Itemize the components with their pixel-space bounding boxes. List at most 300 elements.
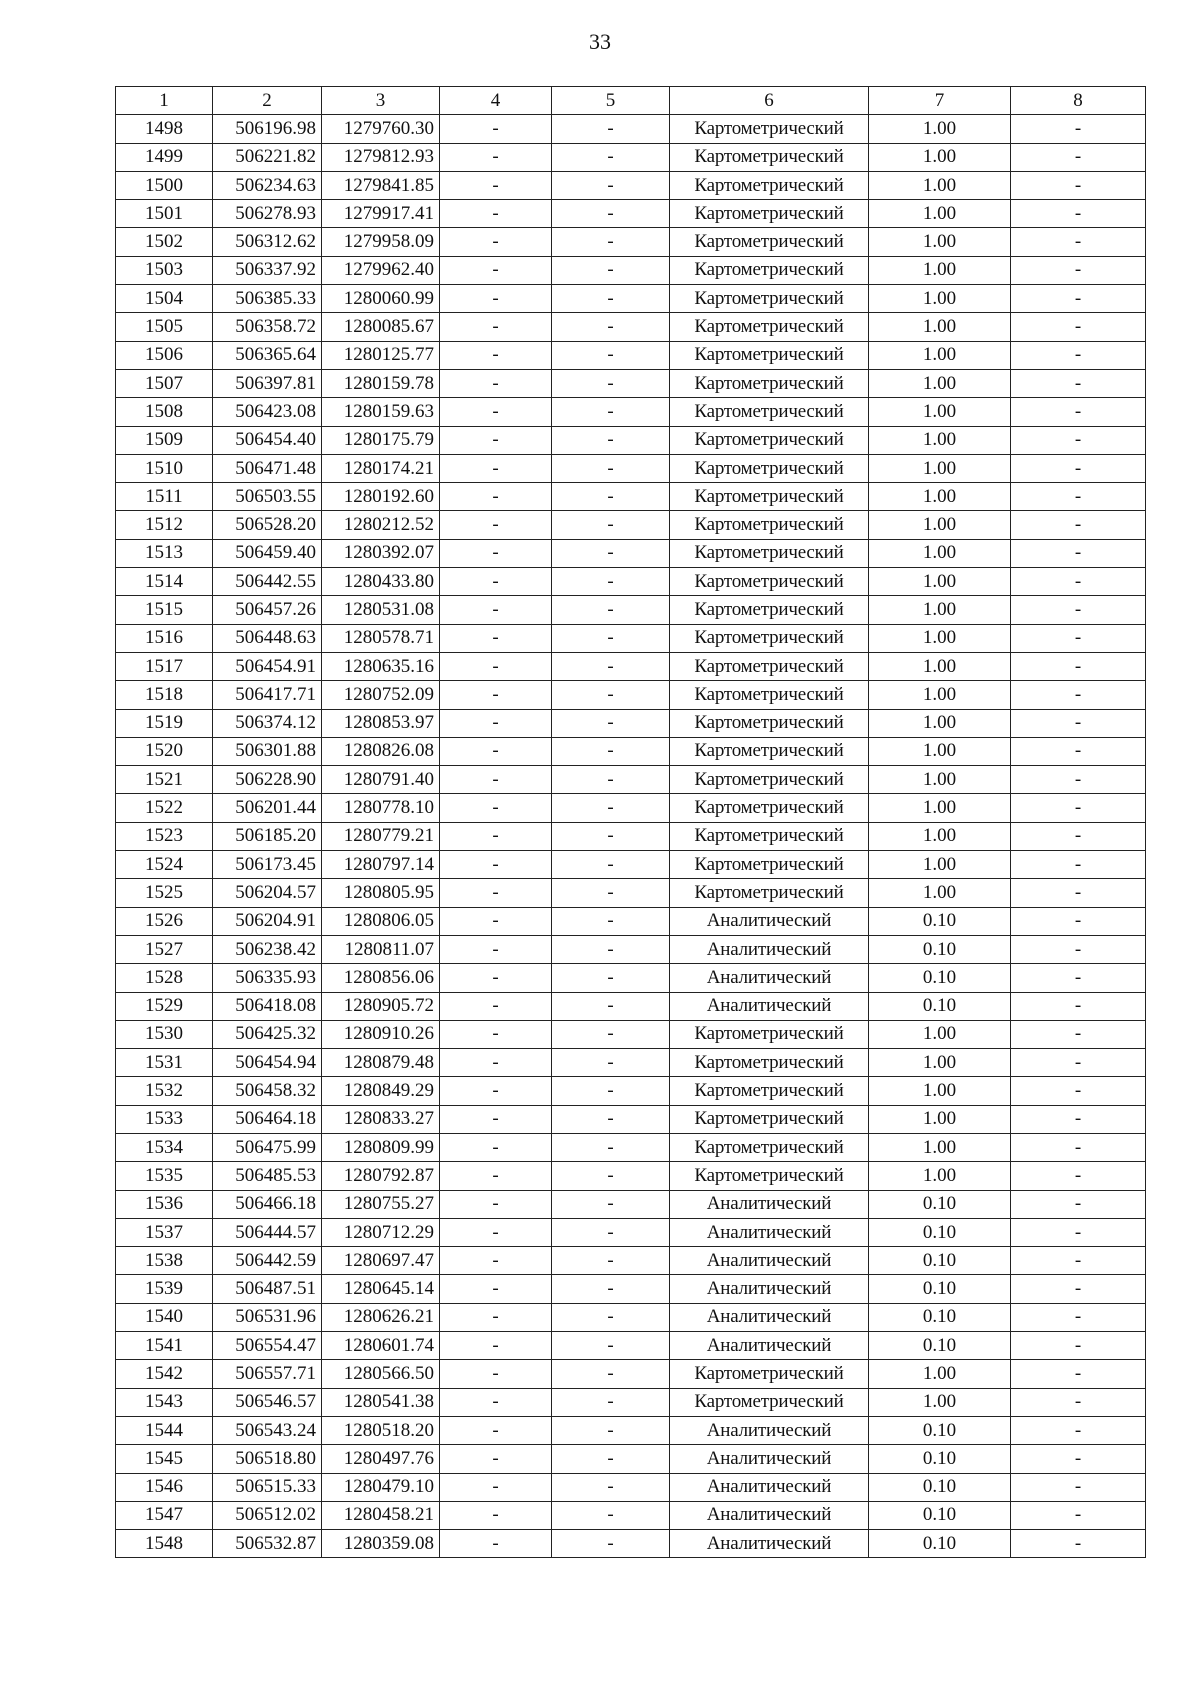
cell-point-number: 1543 bbox=[116, 1388, 213, 1416]
cell-accuracy: 1.00 bbox=[869, 398, 1011, 426]
cell-col-5: - bbox=[552, 1190, 670, 1218]
cell-point-number: 1515 bbox=[116, 596, 213, 624]
cell-point-number: 1513 bbox=[116, 539, 213, 567]
cell-col-4: - bbox=[440, 1332, 552, 1360]
cell-accuracy: 0.10 bbox=[869, 1473, 1011, 1501]
cell-x-coordinate: 506475.99 bbox=[213, 1133, 322, 1161]
cell-col-5: - bbox=[552, 1388, 670, 1416]
cell-y-coordinate: 1280518.20 bbox=[322, 1416, 440, 1444]
cell-col-5: - bbox=[552, 1133, 670, 1161]
cell-col-8: - bbox=[1011, 935, 1146, 963]
cell-y-coordinate: 1280826.08 bbox=[322, 737, 440, 765]
cell-y-coordinate: 1280433.80 bbox=[322, 568, 440, 596]
cell-accuracy: 1.00 bbox=[869, 483, 1011, 511]
cell-col-4: - bbox=[440, 539, 552, 567]
cell-x-coordinate: 506454.91 bbox=[213, 652, 322, 680]
table-row bbox=[116, 1218, 1146, 1246]
cell-y-coordinate: 1280458.21 bbox=[322, 1501, 440, 1529]
column-header-7: 7 bbox=[869, 87, 1011, 115]
cell-col-8: - bbox=[1011, 1105, 1146, 1133]
table-row bbox=[116, 851, 1146, 879]
cell-accuracy: 1.00 bbox=[869, 115, 1011, 143]
cell-point-number: 1532 bbox=[116, 1077, 213, 1105]
cell-col-4: - bbox=[440, 511, 552, 539]
table-row bbox=[116, 1445, 1146, 1473]
cell-col-8: - bbox=[1011, 115, 1146, 143]
cell-accuracy: 1.00 bbox=[869, 341, 1011, 369]
cell-col-4: - bbox=[440, 1416, 552, 1444]
table-row bbox=[116, 511, 1146, 539]
cell-y-coordinate: 1279841.85 bbox=[322, 171, 440, 199]
cell-col-4: - bbox=[440, 285, 552, 313]
cell-col-8: - bbox=[1011, 879, 1146, 907]
cell-col-8: - bbox=[1011, 1077, 1146, 1105]
cell-method: Картометрический bbox=[670, 1105, 869, 1133]
cell-accuracy: 1.00 bbox=[869, 1049, 1011, 1077]
cell-x-coordinate: 506442.55 bbox=[213, 568, 322, 596]
cell-accuracy: 1.00 bbox=[869, 1388, 1011, 1416]
cell-accuracy: 0.10 bbox=[869, 1332, 1011, 1360]
cell-col-8: - bbox=[1011, 398, 1146, 426]
table-row bbox=[116, 426, 1146, 454]
cell-col-5: - bbox=[552, 964, 670, 992]
table-row bbox=[116, 1332, 1146, 1360]
cell-col-4: - bbox=[440, 1077, 552, 1105]
cell-y-coordinate: 1280566.50 bbox=[322, 1360, 440, 1388]
table-row bbox=[116, 285, 1146, 313]
cell-method: Картометрический bbox=[670, 1388, 869, 1416]
cell-x-coordinate: 506458.32 bbox=[213, 1077, 322, 1105]
cell-col-8: - bbox=[1011, 1473, 1146, 1501]
cell-col-4: - bbox=[440, 822, 552, 850]
cell-method: Картометрический bbox=[670, 794, 869, 822]
cell-x-coordinate: 506546.57 bbox=[213, 1388, 322, 1416]
cell-point-number: 1527 bbox=[116, 935, 213, 963]
cell-y-coordinate: 1280192.60 bbox=[322, 483, 440, 511]
cell-col-5: - bbox=[552, 794, 670, 822]
cell-x-coordinate: 506503.55 bbox=[213, 483, 322, 511]
coordinates-table bbox=[115, 86, 1146, 1558]
cell-y-coordinate: 1280697.47 bbox=[322, 1247, 440, 1275]
cell-col-5: - bbox=[552, 596, 670, 624]
cell-method: Картометрический bbox=[670, 568, 869, 596]
cell-col-4: - bbox=[440, 652, 552, 680]
cell-x-coordinate: 506185.20 bbox=[213, 822, 322, 850]
cell-col-8: - bbox=[1011, 1020, 1146, 1048]
table-row bbox=[116, 1105, 1146, 1133]
cell-col-5: - bbox=[552, 1303, 670, 1331]
cell-method: Картометрический bbox=[670, 624, 869, 652]
cell-x-coordinate: 506487.51 bbox=[213, 1275, 322, 1303]
table-row bbox=[116, 766, 1146, 794]
cell-y-coordinate: 1280578.71 bbox=[322, 624, 440, 652]
cell-x-coordinate: 506397.81 bbox=[213, 369, 322, 397]
cell-y-coordinate: 1280159.63 bbox=[322, 398, 440, 426]
cell-method: Картометрический bbox=[670, 143, 869, 171]
cell-accuracy: 1.00 bbox=[869, 1105, 1011, 1133]
cell-col-4: - bbox=[440, 879, 552, 907]
table-body bbox=[116, 115, 1146, 1558]
cell-col-8: - bbox=[1011, 1332, 1146, 1360]
cell-method: Картометрический bbox=[670, 115, 869, 143]
cell-accuracy: 1.00 bbox=[869, 171, 1011, 199]
cell-col-8: - bbox=[1011, 483, 1146, 511]
cell-point-number: 1536 bbox=[116, 1190, 213, 1218]
cell-col-8: - bbox=[1011, 1049, 1146, 1077]
cell-col-4: - bbox=[440, 709, 552, 737]
cell-col-5: - bbox=[552, 709, 670, 737]
cell-y-coordinate: 1280497.76 bbox=[322, 1445, 440, 1473]
cell-point-number: 1548 bbox=[116, 1530, 213, 1558]
cell-point-number: 1531 bbox=[116, 1049, 213, 1077]
table-row bbox=[116, 822, 1146, 850]
cell-col-4: - bbox=[440, 426, 552, 454]
cell-accuracy: 0.10 bbox=[869, 1445, 1011, 1473]
cell-x-coordinate: 506374.12 bbox=[213, 709, 322, 737]
cell-col-8: - bbox=[1011, 681, 1146, 709]
cell-col-5: - bbox=[552, 1360, 670, 1388]
cell-point-number: 1511 bbox=[116, 483, 213, 511]
table-row bbox=[116, 454, 1146, 482]
column-header-5: 5 bbox=[552, 87, 670, 115]
table-row bbox=[116, 1275, 1146, 1303]
cell-method: Картометрический bbox=[670, 341, 869, 369]
cell-col-4: - bbox=[440, 200, 552, 228]
cell-accuracy: 1.00 bbox=[869, 228, 1011, 256]
cell-accuracy: 1.00 bbox=[869, 681, 1011, 709]
cell-x-coordinate: 506204.57 bbox=[213, 879, 322, 907]
cell-y-coordinate: 1280791.40 bbox=[322, 766, 440, 794]
cell-col-5: - bbox=[552, 879, 670, 907]
table-row bbox=[116, 964, 1146, 992]
cell-col-4: - bbox=[440, 454, 552, 482]
table-row bbox=[116, 1416, 1146, 1444]
cell-accuracy: 1.00 bbox=[869, 200, 1011, 228]
cell-col-4: - bbox=[440, 1049, 552, 1077]
table-row bbox=[116, 879, 1146, 907]
cell-col-4: - bbox=[440, 1303, 552, 1331]
cell-point-number: 1517 bbox=[116, 652, 213, 680]
cell-point-number: 1523 bbox=[116, 822, 213, 850]
cell-method: Картометрический bbox=[670, 822, 869, 850]
cell-x-coordinate: 506425.32 bbox=[213, 1020, 322, 1048]
cell-y-coordinate: 1280778.10 bbox=[322, 794, 440, 822]
cell-x-coordinate: 506459.40 bbox=[213, 539, 322, 567]
table-row bbox=[116, 143, 1146, 171]
cell-y-coordinate: 1280905.72 bbox=[322, 992, 440, 1020]
cell-method: Картометрический bbox=[670, 1162, 869, 1190]
cell-accuracy: 0.10 bbox=[869, 1275, 1011, 1303]
cell-col-5: - bbox=[552, 1162, 670, 1190]
cell-x-coordinate: 506228.90 bbox=[213, 766, 322, 794]
cell-point-number: 1507 bbox=[116, 369, 213, 397]
cell-col-8: - bbox=[1011, 624, 1146, 652]
cell-col-4: - bbox=[440, 964, 552, 992]
cell-col-5: - bbox=[552, 624, 670, 652]
cell-col-4: - bbox=[440, 1275, 552, 1303]
cell-method: Аналитический bbox=[670, 1190, 869, 1218]
cell-x-coordinate: 506196.98 bbox=[213, 115, 322, 143]
cell-x-coordinate: 506278.93 bbox=[213, 200, 322, 228]
cell-x-coordinate: 506466.18 bbox=[213, 1190, 322, 1218]
cell-col-4: - bbox=[440, 1218, 552, 1246]
cell-col-5: - bbox=[552, 681, 670, 709]
cell-accuracy: 1.00 bbox=[869, 596, 1011, 624]
cell-y-coordinate: 1280797.14 bbox=[322, 851, 440, 879]
table-row bbox=[116, 1388, 1146, 1416]
cell-accuracy: 1.00 bbox=[869, 256, 1011, 284]
cell-point-number: 1501 bbox=[116, 200, 213, 228]
cell-y-coordinate: 1280755.27 bbox=[322, 1190, 440, 1218]
cell-point-number: 1535 bbox=[116, 1162, 213, 1190]
cell-col-5: - bbox=[552, 115, 670, 143]
cell-point-number: 1538 bbox=[116, 1247, 213, 1275]
table-row bbox=[116, 794, 1146, 822]
cell-y-coordinate: 1280541.38 bbox=[322, 1388, 440, 1416]
cell-col-4: - bbox=[440, 398, 552, 426]
table-row bbox=[116, 709, 1146, 737]
cell-method: Аналитический bbox=[670, 907, 869, 935]
cell-y-coordinate: 1280359.08 bbox=[322, 1530, 440, 1558]
cell-point-number: 1518 bbox=[116, 681, 213, 709]
cell-x-coordinate: 506335.93 bbox=[213, 964, 322, 992]
cell-col-4: - bbox=[440, 1473, 552, 1501]
table-row bbox=[116, 341, 1146, 369]
cell-y-coordinate: 1279812.93 bbox=[322, 143, 440, 171]
cell-col-8: - bbox=[1011, 511, 1146, 539]
cell-accuracy: 1.00 bbox=[869, 851, 1011, 879]
cell-y-coordinate: 1280779.21 bbox=[322, 822, 440, 850]
cell-col-4: - bbox=[440, 851, 552, 879]
cell-col-5: - bbox=[552, 1416, 670, 1444]
cell-y-coordinate: 1280809.99 bbox=[322, 1133, 440, 1161]
cell-accuracy: 0.10 bbox=[869, 1247, 1011, 1275]
cell-col-8: - bbox=[1011, 737, 1146, 765]
cell-accuracy: 0.10 bbox=[869, 1190, 1011, 1218]
column-header-8: 8 bbox=[1011, 87, 1146, 115]
cell-x-coordinate: 506423.08 bbox=[213, 398, 322, 426]
cell-col-5: - bbox=[552, 143, 670, 171]
cell-col-5: - bbox=[552, 1077, 670, 1105]
cell-accuracy: 1.00 bbox=[869, 285, 1011, 313]
cell-col-8: - bbox=[1011, 596, 1146, 624]
cell-point-number: 1500 bbox=[116, 171, 213, 199]
cell-accuracy: 1.00 bbox=[869, 143, 1011, 171]
cell-point-number: 1529 bbox=[116, 992, 213, 1020]
table-row bbox=[116, 1020, 1146, 1048]
cell-x-coordinate: 506358.72 bbox=[213, 313, 322, 341]
cell-y-coordinate: 1279760.30 bbox=[322, 115, 440, 143]
cell-col-8: - bbox=[1011, 766, 1146, 794]
cell-col-5: - bbox=[552, 228, 670, 256]
cell-col-8: - bbox=[1011, 851, 1146, 879]
cell-point-number: 1519 bbox=[116, 709, 213, 737]
cell-col-8: - bbox=[1011, 426, 1146, 454]
cell-accuracy: 1.00 bbox=[869, 1162, 1011, 1190]
cell-accuracy: 1.00 bbox=[869, 1020, 1011, 1048]
cell-method: Картометрический bbox=[670, 285, 869, 313]
cell-y-coordinate: 1280392.07 bbox=[322, 539, 440, 567]
cell-y-coordinate: 1280806.05 bbox=[322, 907, 440, 935]
table-row bbox=[116, 1530, 1146, 1558]
cell-col-5: - bbox=[552, 256, 670, 284]
cell-col-8: - bbox=[1011, 1501, 1146, 1529]
cell-point-number: 1509 bbox=[116, 426, 213, 454]
table-row bbox=[116, 1162, 1146, 1190]
cell-col-5: - bbox=[552, 1218, 670, 1246]
cell-point-number: 1516 bbox=[116, 624, 213, 652]
cell-x-coordinate: 506234.63 bbox=[213, 171, 322, 199]
cell-col-5: - bbox=[552, 568, 670, 596]
cell-method: Картометрический bbox=[670, 256, 869, 284]
cell-col-4: - bbox=[440, 992, 552, 1020]
cell-y-coordinate: 1280125.77 bbox=[322, 341, 440, 369]
cell-col-5: - bbox=[552, 851, 670, 879]
cell-accuracy: 0.10 bbox=[869, 907, 1011, 935]
cell-col-5: - bbox=[552, 426, 670, 454]
cell-col-4: - bbox=[440, 1388, 552, 1416]
cell-method: Картометрический bbox=[670, 539, 869, 567]
cell-method: Аналитический bbox=[670, 935, 869, 963]
cell-x-coordinate: 506454.40 bbox=[213, 426, 322, 454]
cell-point-number: 1533 bbox=[116, 1105, 213, 1133]
cell-accuracy: 1.00 bbox=[869, 624, 1011, 652]
cell-col-4: - bbox=[440, 766, 552, 794]
cell-col-4: - bbox=[440, 341, 552, 369]
cell-y-coordinate: 1280060.99 bbox=[322, 285, 440, 313]
cell-col-8: - bbox=[1011, 794, 1146, 822]
cell-col-5: - bbox=[552, 1530, 670, 1558]
cell-col-4: - bbox=[440, 568, 552, 596]
cell-method: Аналитический bbox=[670, 992, 869, 1020]
table-row bbox=[116, 1247, 1146, 1275]
cell-col-5: - bbox=[552, 935, 670, 963]
column-header-4: 4 bbox=[440, 87, 552, 115]
cell-col-8: - bbox=[1011, 1190, 1146, 1218]
cell-y-coordinate: 1279917.41 bbox=[322, 200, 440, 228]
cell-method: Картометрический bbox=[670, 1077, 869, 1105]
cell-col-8: - bbox=[1011, 992, 1146, 1020]
cell-accuracy: 1.00 bbox=[869, 568, 1011, 596]
cell-x-coordinate: 506515.33 bbox=[213, 1473, 322, 1501]
table-row bbox=[116, 737, 1146, 765]
cell-y-coordinate: 1279958.09 bbox=[322, 228, 440, 256]
cell-method: Картометрический bbox=[670, 1360, 869, 1388]
cell-x-coordinate: 506173.45 bbox=[213, 851, 322, 879]
cell-col-5: - bbox=[552, 1275, 670, 1303]
cell-method: Аналитический bbox=[670, 1303, 869, 1331]
cell-col-5: - bbox=[552, 992, 670, 1020]
cell-method: Картометрический bbox=[670, 596, 869, 624]
cell-accuracy: 1.00 bbox=[869, 737, 1011, 765]
cell-col-4: - bbox=[440, 1247, 552, 1275]
cell-method: Картометрический bbox=[670, 1133, 869, 1161]
table-row bbox=[116, 935, 1146, 963]
cell-col-5: - bbox=[552, 652, 670, 680]
cell-col-5: - bbox=[552, 313, 670, 341]
table-row bbox=[116, 568, 1146, 596]
cell-x-coordinate: 506442.59 bbox=[213, 1247, 322, 1275]
cell-col-8: - bbox=[1011, 1445, 1146, 1473]
cell-col-8: - bbox=[1011, 256, 1146, 284]
cell-method: Картометрический bbox=[670, 228, 869, 256]
cell-accuracy: 1.00 bbox=[869, 539, 1011, 567]
cell-y-coordinate: 1280479.10 bbox=[322, 1473, 440, 1501]
cell-method: Картометрический bbox=[670, 851, 869, 879]
cell-col-4: - bbox=[440, 1162, 552, 1190]
cell-point-number: 1528 bbox=[116, 964, 213, 992]
table-row bbox=[116, 1049, 1146, 1077]
table-row bbox=[116, 539, 1146, 567]
cell-col-4: - bbox=[440, 1133, 552, 1161]
cell-x-coordinate: 506418.08 bbox=[213, 992, 322, 1020]
cell-accuracy: 0.10 bbox=[869, 935, 1011, 963]
cell-col-8: - bbox=[1011, 539, 1146, 567]
cell-point-number: 1499 bbox=[116, 143, 213, 171]
cell-col-5: - bbox=[552, 454, 670, 482]
cell-col-8: - bbox=[1011, 454, 1146, 482]
cell-point-number: 1498 bbox=[116, 115, 213, 143]
cell-method: Аналитический bbox=[670, 1501, 869, 1529]
cell-point-number: 1514 bbox=[116, 568, 213, 596]
cell-point-number: 1508 bbox=[116, 398, 213, 426]
table-row bbox=[116, 992, 1146, 1020]
cell-point-number: 1525 bbox=[116, 879, 213, 907]
cell-col-5: - bbox=[552, 907, 670, 935]
column-header-6: 6 bbox=[670, 87, 869, 115]
table-row bbox=[116, 907, 1146, 935]
cell-accuracy: 0.10 bbox=[869, 1303, 1011, 1331]
cell-col-4: - bbox=[440, 1445, 552, 1473]
cell-y-coordinate: 1280849.29 bbox=[322, 1077, 440, 1105]
cell-accuracy: 1.00 bbox=[869, 426, 1011, 454]
cell-point-number: 1530 bbox=[116, 1020, 213, 1048]
cell-col-4: - bbox=[440, 1501, 552, 1529]
cell-point-number: 1540 bbox=[116, 1303, 213, 1331]
cell-accuracy: 1.00 bbox=[869, 454, 1011, 482]
cell-accuracy: 1.00 bbox=[869, 709, 1011, 737]
cell-x-coordinate: 506518.80 bbox=[213, 1445, 322, 1473]
cell-x-coordinate: 506471.48 bbox=[213, 454, 322, 482]
cell-accuracy: 1.00 bbox=[869, 511, 1011, 539]
cell-x-coordinate: 506512.02 bbox=[213, 1501, 322, 1529]
cell-y-coordinate: 1280910.26 bbox=[322, 1020, 440, 1048]
cell-x-coordinate: 506457.26 bbox=[213, 596, 322, 624]
cell-point-number: 1539 bbox=[116, 1275, 213, 1303]
cell-col-5: - bbox=[552, 369, 670, 397]
cell-point-number: 1524 bbox=[116, 851, 213, 879]
cell-y-coordinate: 1280626.21 bbox=[322, 1303, 440, 1331]
cell-point-number: 1505 bbox=[116, 313, 213, 341]
cell-x-coordinate: 506464.18 bbox=[213, 1105, 322, 1133]
cell-col-5: - bbox=[552, 1501, 670, 1529]
table-row bbox=[116, 681, 1146, 709]
cell-y-coordinate: 1280159.78 bbox=[322, 369, 440, 397]
cell-x-coordinate: 506485.53 bbox=[213, 1162, 322, 1190]
cell-y-coordinate: 1280645.14 bbox=[322, 1275, 440, 1303]
cell-col-4: - bbox=[440, 794, 552, 822]
cell-col-8: - bbox=[1011, 1247, 1146, 1275]
cell-col-4: - bbox=[440, 1020, 552, 1048]
cell-x-coordinate: 506201.44 bbox=[213, 794, 322, 822]
cell-x-coordinate: 506365.64 bbox=[213, 341, 322, 369]
table-row bbox=[116, 1077, 1146, 1105]
cell-col-8: - bbox=[1011, 143, 1146, 171]
cell-col-5: - bbox=[552, 1247, 670, 1275]
cell-col-8: - bbox=[1011, 1275, 1146, 1303]
cell-accuracy: 1.00 bbox=[869, 1133, 1011, 1161]
cell-method: Картометрический bbox=[670, 879, 869, 907]
